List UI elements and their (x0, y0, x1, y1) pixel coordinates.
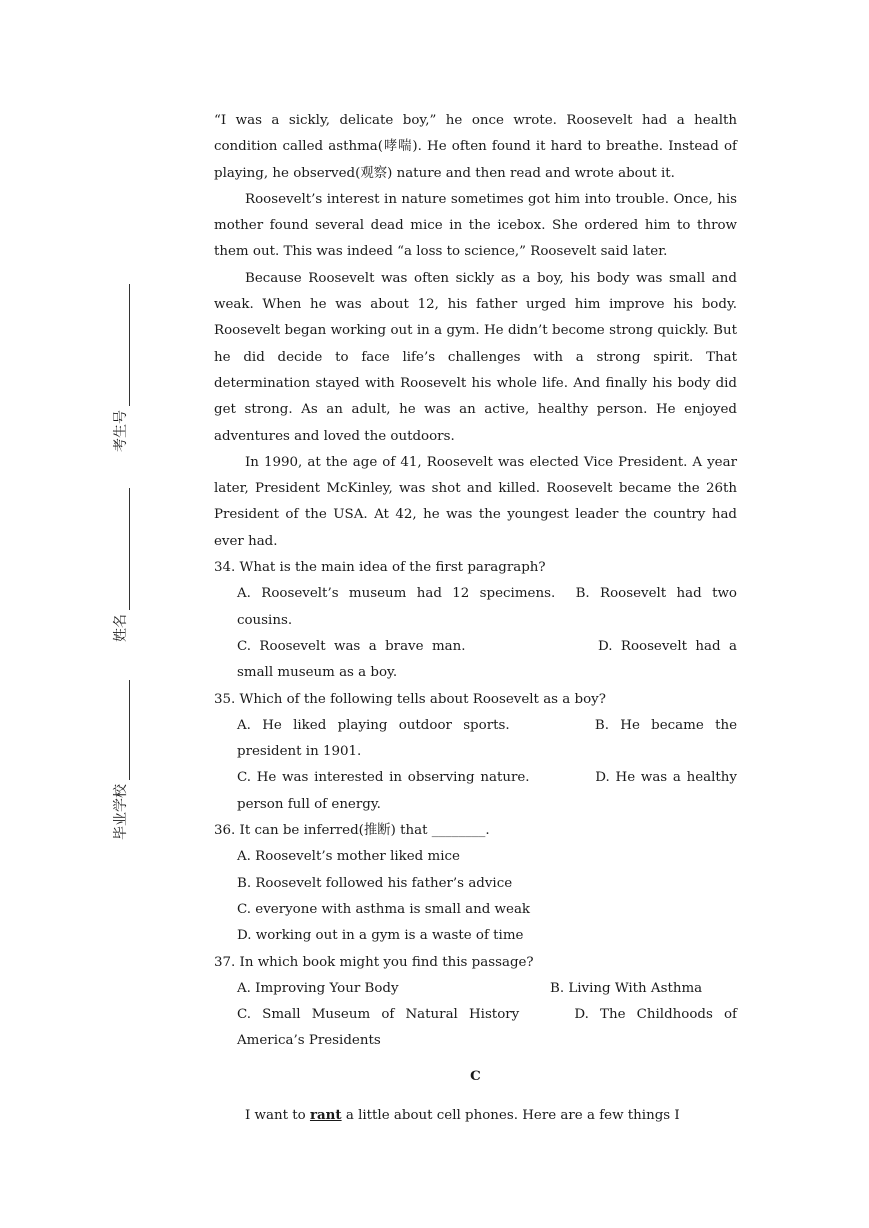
section-c-intro-start: I want to (245, 1108, 310, 1124)
section-c-intro (214, 1102, 737, 1129)
q34-options-ab (237, 581, 737, 634)
paragraph-3: Because Roosevelt was often sickly as a boy, his body was small and weak. When he was about 12, his father urged him improve his body. Roosevelt began working out in a gym. He didn’t become strong quickly. But he did decide to face life’s challenges with a strong spirit. That determination stayed with Roosevelt his whole life. And finally his body did get strong. As an adult, he was an active, healthy person. He enjoyed adventures and loved the outdoors. (214, 270, 737, 444)
name-label: 姓名 (113, 614, 129, 642)
q36-option-c[interactable]: C. everyone with asthma is small and weak (237, 901, 531, 917)
school-label: 毕业学校 (113, 784, 129, 840)
q34-options-cd (237, 634, 737, 687)
question-35: 35. Which of the following tells about Roosevelt as a boy? (214, 691, 606, 707)
name-line (129, 488, 130, 610)
q34-option-a[interactable]: A. Roosevelt’s museum had 12 specimens. (237, 586, 556, 602)
q35-option-b[interactable]: B. He became the president in 1901. (237, 717, 737, 760)
q37-option-a[interactable]: A. Improving Your Body (237, 980, 399, 996)
q37-options-cd (237, 1002, 737, 1055)
q35-option-a[interactable]: A. He liked playing outdoor sports. (237, 717, 510, 733)
passage-content (214, 108, 737, 1130)
q36-option-d[interactable]: D. working out in a gym is a waste of time (237, 928, 524, 944)
school-line (129, 680, 130, 780)
paragraph-4: In 1990, at the age of 41, Roosevelt was elected Vice President. A year later, President McKinley, was shot and killed. Roosevelt became the 26th President of the USA. At 42, he was the youngest leader the country had ever had. (214, 454, 737, 549)
q34-option-b[interactable]: B. Roosevelt had two cousins. (237, 586, 737, 628)
question-37: 37. In which book might you find this passage? (214, 954, 534, 970)
q35-option-d[interactable]: D. He was a healthy person full of energy. (237, 770, 737, 812)
paragraph-1: “I was a sickly, delicate boy,” he once wrote. Roosevelt had a health condition called asthma(哮喘). He often found it hard to breathe. Instead of playing, he observed(观察) nature and then read and wrote about it. (214, 113, 737, 181)
q34-option-c[interactable]: C. Roosevelt was a brave man. (237, 638, 466, 654)
q37-option-d[interactable]: D. The Childhoods of America’s Presidents (237, 1007, 738, 1049)
section-c-intro-rest: a little about cell phones. Here are a few things I (341, 1108, 680, 1124)
q36-option-a[interactable]: A. Roosevelt’s mother liked mice (237, 849, 460, 865)
exam-no-line (129, 284, 130, 406)
question-34: 34. What is the main idea of the first paragraph? (214, 560, 546, 576)
section-c-keyword-rant: rant (309, 1107, 342, 1124)
q36-option-b[interactable]: B. Roosevelt followed his father’s advice (237, 875, 513, 891)
q37-options-ab (237, 976, 737, 1002)
section-c-heading: C (470, 1067, 481, 1084)
q35-options-ab (237, 713, 737, 766)
q35-options-cd (237, 765, 737, 818)
question-36: 36. It can be inferred(推断) that ________. (214, 823, 490, 839)
exam-no-label: 考生号 (113, 410, 129, 452)
q37-option-c[interactable]: C. Small Museum of Natural History (237, 1007, 520, 1023)
paragraph-2: Roosevelt’s interest in nature sometimes got him into trouble. Once, his mother found several dead mice in the icebox. She ordered him to throw them out. This was indeed “a loss to science,” Roosevelt said later. (214, 191, 737, 260)
q37-option-b[interactable]: B. Living With Asthma (550, 980, 703, 996)
q35-option-c[interactable]: C. He was interested in observing nature. (237, 770, 530, 786)
q34-option-d[interactable]: D. Roosevelt had a small museum as a boy. (237, 638, 737, 681)
